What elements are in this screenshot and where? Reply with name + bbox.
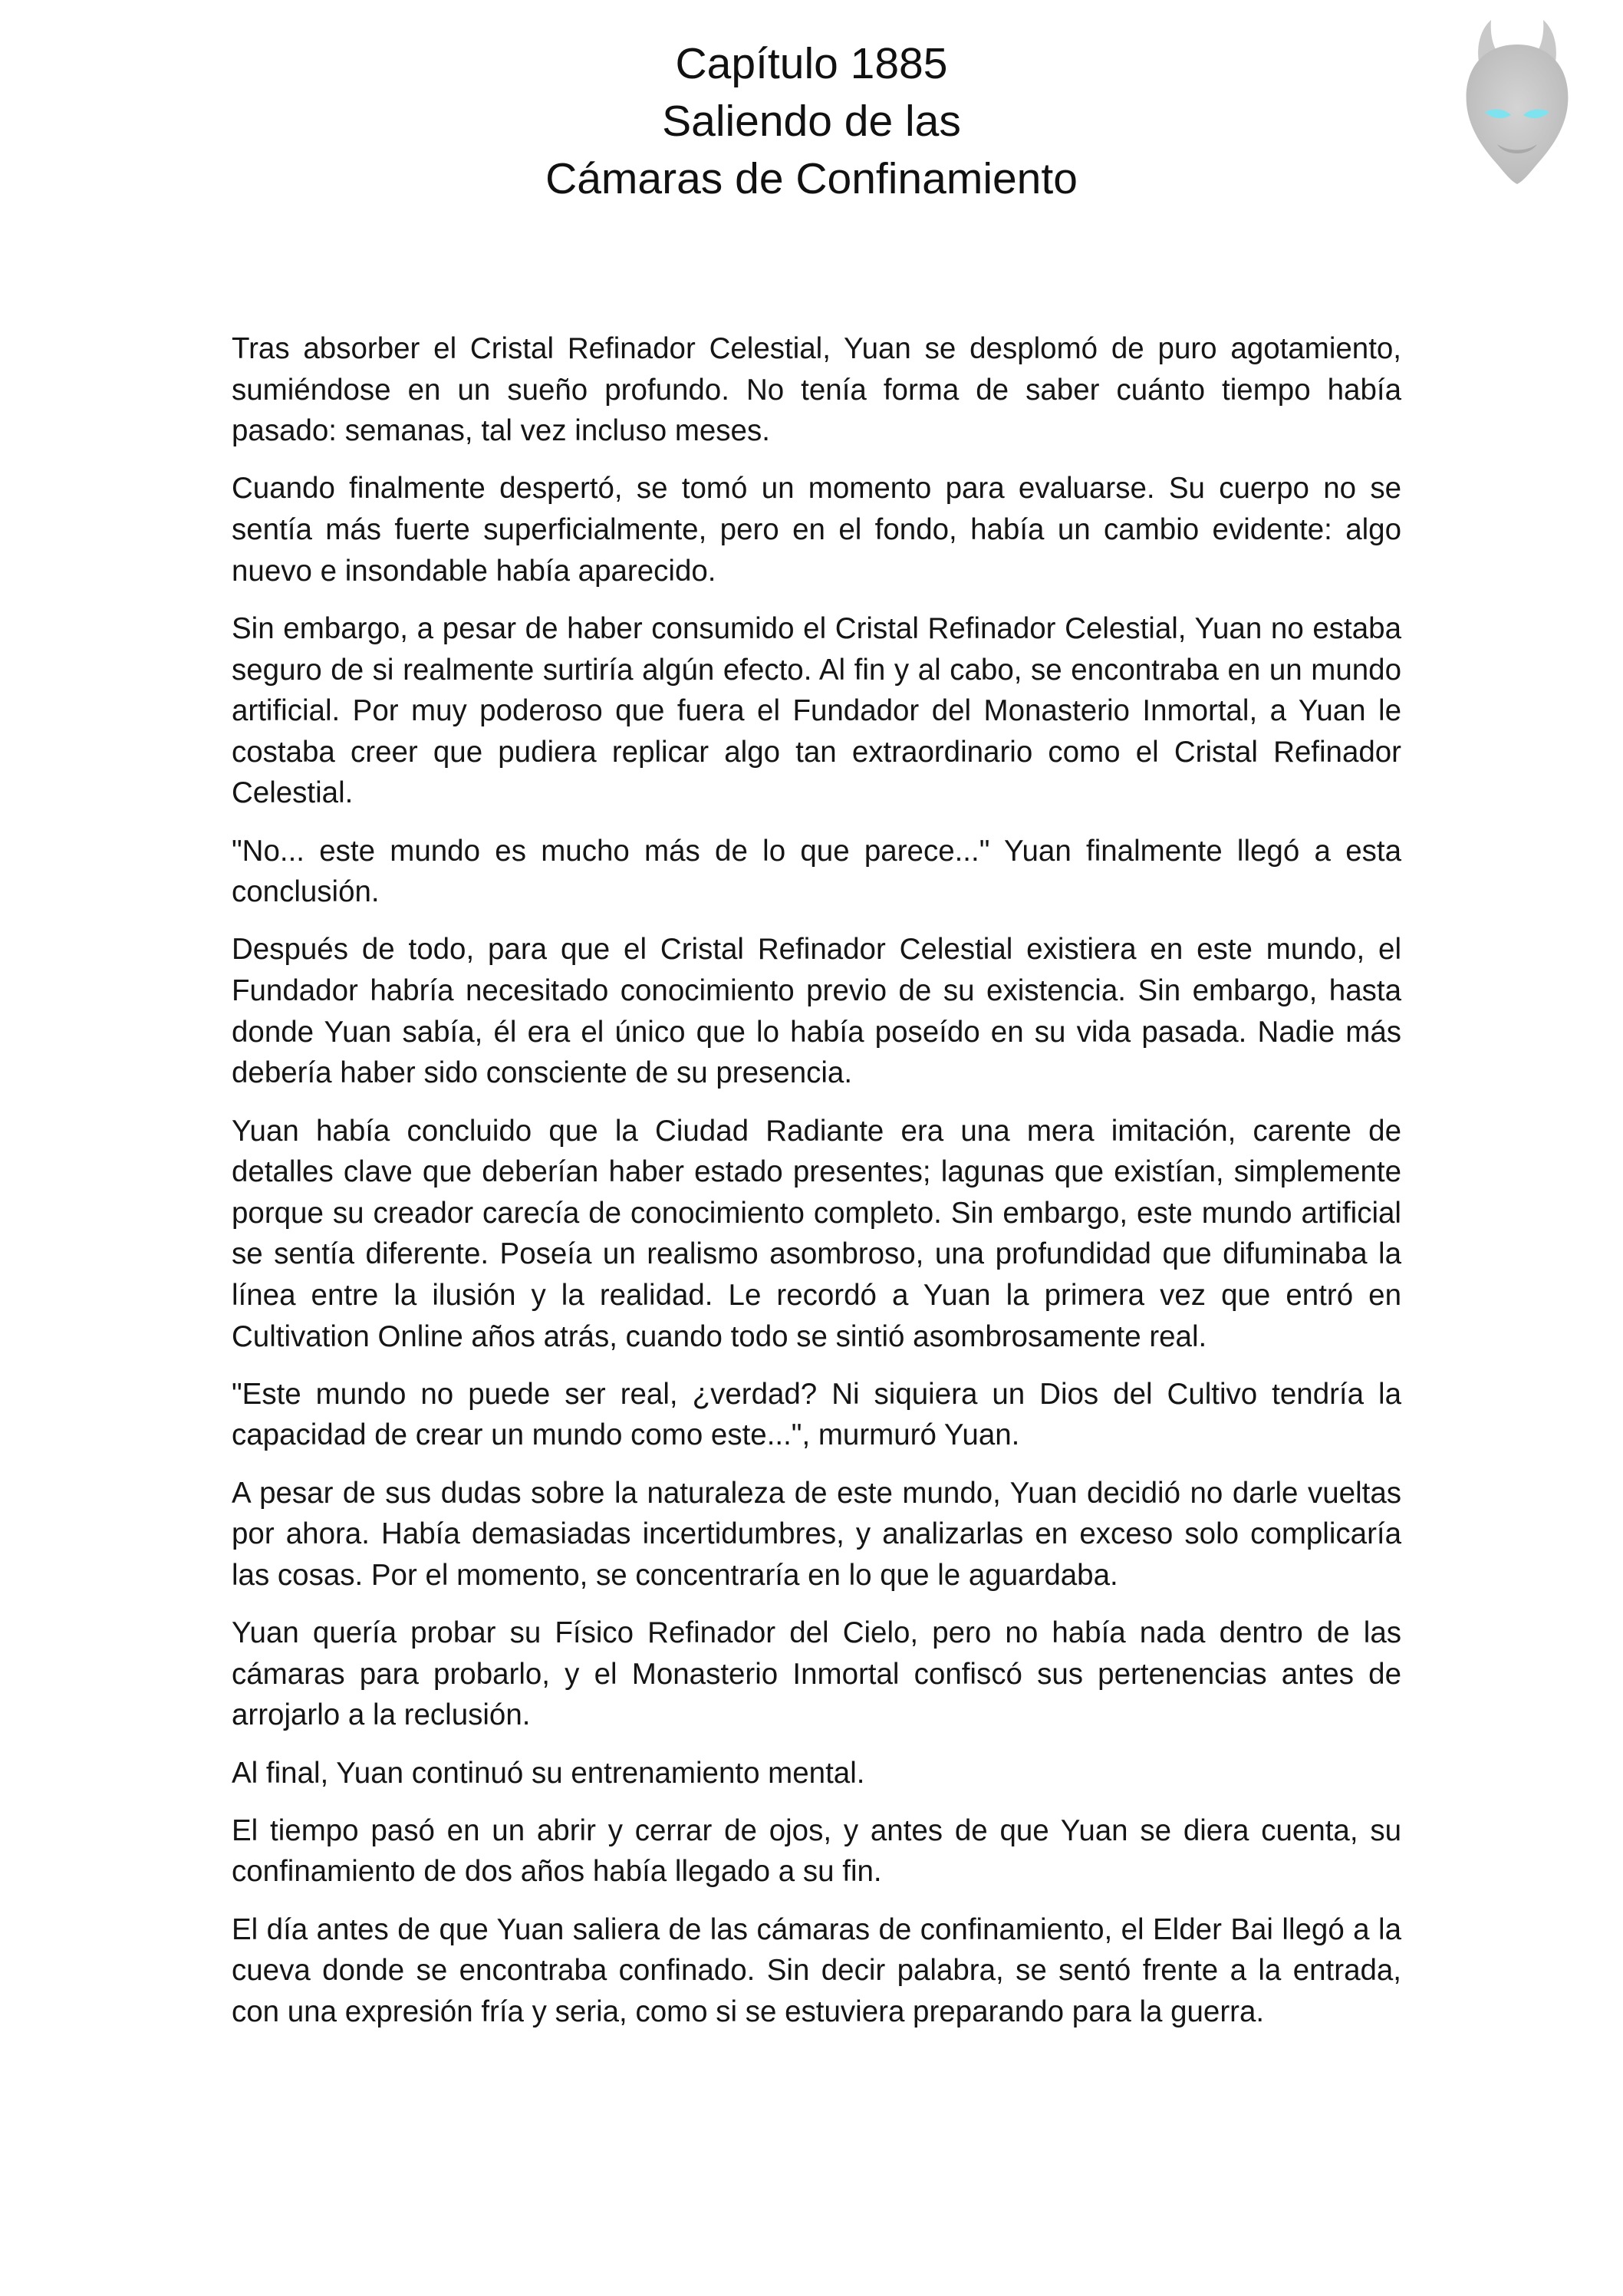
paragraph: Después de todo, para que el Cristal Refinador Celestial existiera en este mundo, el Fundador habría necesitado conocimiento previo de su existencia. Sin embargo, hasta donde Yuan sabía, él era el único que lo había poseído en su vida pasada. Nadie más debería haber sido consciente de su presencia. (232, 933, 1401, 1090)
paragraph: Al final, Yuan continuó su entrenamiento mental. (232, 1756, 865, 1790)
chapter-title (0, 37, 1623, 209)
paragraph: Yuan había concluido que la Ciudad Radiante era una mera imitación, carente de detalles clave que deberían haber estado presentes; lagunas que existían, simplemente porque su creador carecía de conocimiento completo. Sin embargo, este mundo artificial se sentía diferente. Poseía un realismo asombroso, una profundidad que difuminaba la línea entre la ilusión y la realidad. Le recordó a Yuan la primera vez que entró en Cultivation Online años atrás, cuando todo se sintió asombrosamente real. (232, 1114, 1401, 1353)
chapter-title-line-2: Cámaras de Confinamiento (545, 154, 1078, 203)
paragraph: "No... este mundo es mucho más de lo que parece..." Yuan finalmente llegó a esta conclusión. (232, 834, 1401, 909)
paragraph: "Este mundo no puede ser real, ¿verdad? Ni siquiera un Dios del Cultivo tendría la capacidad de crear un mundo como este...", murmuró Yuan. (232, 1377, 1401, 1452)
paragraph: El día antes de que Yuan saliera de las cámaras de confinamiento, el Elder Bai llegó a la cueva donde se encontraba confinado. Sin decir palabra, se sentó frente a la entrada, con una expresión fría y seria, como si se estuviera preparando para la guerra. (232, 1912, 1401, 2028)
paragraph: Yuan quería probar su Físico Refinador del Cielo, pero no había nada dentro de las cámaras para probarlo, y el Monasterio Inmortal confiscó sus pertenencias antes de arrojarlo a la reclusión. (232, 1616, 1401, 1732)
chapter-body (232, 328, 1401, 2049)
chapter-number: Capítulo 1885 (675, 39, 948, 88)
paragraph: A pesar de sus dudas sobre la naturaleza de este mundo, Yuan decidió no darle vueltas por ahora. Había demasiadas incertidumbres, y analizarlas en exceso solo complicaría las cosas. Por el momento, se concentraría en lo que le aguardaba. (232, 1476, 1401, 1592)
paragraph: Cuando finalmente despertó, se tomó un momento para evaluarse. Su cuerpo no se sentía más fuerte superficialmente, pero en el fondo, había un cambio evidente: algo nuevo e insondable había aparecido. (232, 472, 1401, 588)
chapter-title-line-1: Saliendo de las (662, 97, 961, 146)
paragraph: El tiempo pasó en un abrir y cerrar de ojos, y antes de que Yuan se diera cuenta, su confinamiento de dos años había llegado a su fin. (232, 1813, 1401, 1889)
paragraph: Tras absorber el Cristal Refinador Celestial, Yuan se desplomó de puro agotamiento, sumiéndose en un sueño profundo. No tenía forma de saber cuánto tiempo había pasado: semanas, tal vez incluso meses. (232, 332, 1401, 448)
paragraph: Sin embargo, a pesar de haber consumido el Cristal Refinador Celestial, Yuan no estaba seguro de si realmente surtiría algún efecto. Al fin y al cabo, se encontraba en un mundo artificial. Por muy poderoso que fuera el Fundador del Monasterio Inmortal, a Yuan le costaba creer que pudiera replicar algo tan extraordinario como el Cristal Refinador Celestial. (232, 611, 1401, 810)
